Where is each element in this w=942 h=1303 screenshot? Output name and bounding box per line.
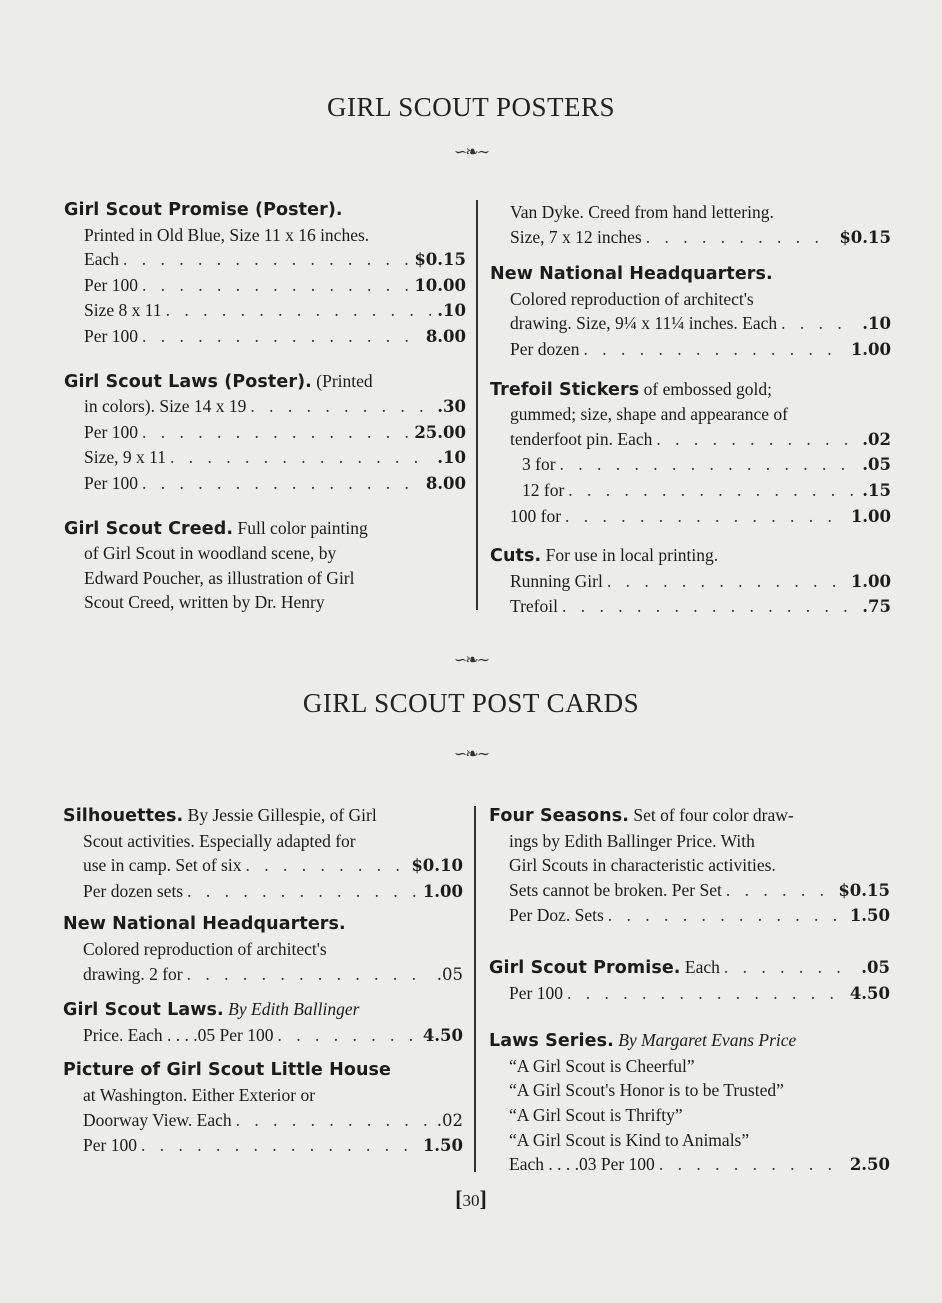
price-row: Girl Scout Promise. Each . . . .05 — [489, 955, 890, 981]
price-row: Each . . . $0.15 — [64, 247, 466, 273]
cuts-entry: Cuts. For use in local printing. Running Girl . . . 1.00 Trefoil . . . .75 — [490, 543, 891, 620]
four-seasons-entry: Four Seasons. Set of four color draw- ings by Edith Ballinger Price. With Girl Scouts in characteristic activities. Sets cannot be broken. Per Set . . . $0.15 Per Doz. Sets . . . 1.50 — [489, 803, 890, 929]
postcards-left-column — [63, 803, 463, 1159]
entry-heading: Girl Scout Laws. — [63, 1000, 224, 1021]
poster-headquarters-entry: New National Headquarters. Colored reproduction of architect's drawing. Size, 9¼ x 11¼ inches. Each . . . .10 Per dozen . . . 1.00 — [490, 262, 891, 362]
entry-heading: Laws Series. — [489, 1031, 614, 1052]
entry-heading: Girl Scout Promise. — [489, 957, 681, 978]
trefoil-stickers-entry: Trefoil Stickers of embossed gold; gummed; size, shape and appearance of tenderfoot pin. Each . . . .02 3 for . . . .05 12 for . . . .15 100 for . . . 1.00 — [490, 377, 891, 530]
entry-heading: Trefoil Stickers — [490, 379, 640, 400]
postcard-headquarters-entry: New National Headquarters. Colored reproduction of architect's drawing. 2 for . . . .05 — [63, 912, 463, 987]
entry-heading: Girl Scout Laws (Poster). — [64, 371, 312, 392]
posters-right-column — [490, 200, 891, 620]
price-row: Trefoil . . . .75 — [490, 594, 891, 620]
entry-heading: Four Seasons. — [489, 806, 629, 826]
price-row: Per Doz. Sets . . . 1.50 — [489, 903, 890, 929]
poster-creed-continued: Van Dyke. Creed from hand lettering. Size, 7 x 12 inches . . . $0.15 — [490, 200, 891, 250]
entry-heading: Picture of Girl Scout Little House — [63, 1060, 391, 1081]
entry-heading: New National Headquarters. — [490, 264, 773, 285]
price-row: Per 100 . . . 8.00 — [64, 471, 466, 497]
ornament-icon: ∽❧∼ — [453, 144, 489, 161]
price-row: Size 8 x 11 . . . .10 — [64, 298, 466, 324]
poster-promise-entry — [64, 198, 466, 350]
ornament-icon: ∽❧∼ — [453, 746, 489, 763]
price-row: 3 for . . . .05 — [490, 452, 891, 478]
poster-laws-entry: Girl Scout Laws (Poster). (Printed in colors). Size 14 x 19 . . . .30 Per 100 . . . 25.00 Size, 9 x 11 . . . .10 Per 100 . . . 8.00 — [64, 369, 466, 497]
column-divider — [474, 806, 476, 1172]
postcards-title: GIRL SCOUT POST CARDS — [302, 688, 640, 718]
price-row: 100 for . . . 1.00 — [490, 504, 891, 530]
price-row: tenderfoot pin. Each . . . .02 — [490, 427, 891, 453]
ornament-icon: ∽❧∼ — [453, 652, 489, 669]
poster-creed-entry: Girl Scout Creed. Full color painting of Girl Scout in woodland scene, by Edward Poucher, as illustration of Girl Scout Creed, written by Dr. Henry — [64, 517, 368, 613]
postcard-promise-entry — [489, 955, 890, 1006]
entry-heading: Girl Scout Creed. — [64, 518, 234, 539]
laws-series-entry: Laws Series. By Margaret Evans Price “A Girl Scout is Cheerful” “A Girl Scout's Honor is to be Trusted” “A Girl Scout is Thrifty” “A Girl Scout is Kind to Animals” Each . . . .03 Per 100 . . . 2.50 — [489, 1028, 890, 1178]
price-row: Sets cannot be broken. Per Set . . . $0.15 — [489, 878, 890, 904]
entry-description: Printed in Old Blue, Size 11 x 16 inches. — [84, 224, 370, 245]
entry-heading: New National Headquarters. — [63, 914, 346, 935]
price-row: Per 100 . . . 25.00 — [64, 420, 466, 446]
price-row: Doorway View. Each . . . .02 — [63, 1108, 463, 1134]
price-row: 12 for . . . .15 — [490, 478, 891, 504]
price-row: drawing. Size, 9¼ x 11¼ inches. Each . . . .10 — [490, 311, 891, 337]
little-house-entry: Picture of Girl Scout Little House at Washington. Either Exterior or Doorway View. Each . . . .02 Per 100 . . . 1.50 — [63, 1058, 463, 1158]
posters-left-column — [64, 198, 466, 615]
entry-heading: Silhouettes. — [63, 806, 184, 826]
price-row: in colors). Size 14 x 19 . . . .30 — [64, 394, 466, 420]
entry-heading: Girl Scout Promise (Poster). — [64, 200, 343, 220]
price-row: Each . . . .03 Per 100 . . . 2.50 — [489, 1152, 890, 1178]
price-row: Per dozen . . . 1.00 — [490, 337, 891, 363]
price-row: Size, 9 x 11 . . . .10 — [64, 445, 466, 471]
entry-heading: Cuts. — [490, 546, 542, 567]
price-row: Per dozen sets . . . 1.00 — [63, 879, 463, 905]
price-row: drawing. 2 for . . . .05 — [63, 962, 463, 988]
page-number: [30] — [455, 1186, 487, 1211]
price-row: Price. Each . . . .05 Per 100 . . . 4.50 — [63, 1023, 463, 1049]
price-row: Per 100 . . . 10.00 — [64, 273, 466, 299]
price-row: Per 100 . . . 1.50 — [63, 1133, 463, 1159]
postcard-laws-entry: Girl Scout Laws. By Edith Ballinger Price. Each . . . .05 Per 100 . . . 4.50 — [63, 997, 463, 1048]
price-row: Size, 7 x 12 inches . . . $0.15 — [490, 225, 891, 251]
price-row: Per 100 . . . 4.50 — [489, 981, 890, 1007]
column-divider — [476, 200, 478, 610]
price-row: use in camp. Set of six . . . $0.10 — [63, 853, 463, 879]
silhouettes-entry: Silhouettes. By Jessie Gillespie, of Girl Scout activities. Especially adapted for use in camp. Set of six . . . $0.10 Per dozen sets . . . 1.00 — [63, 803, 463, 904]
price-row: Running Girl . . . 1.00 — [490, 569, 891, 595]
postcards-right-column — [489, 803, 890, 1178]
price-row: Per 100 . . . 8.00 — [64, 324, 466, 350]
posters-title: GIRL SCOUT POSTERS — [326, 92, 616, 122]
